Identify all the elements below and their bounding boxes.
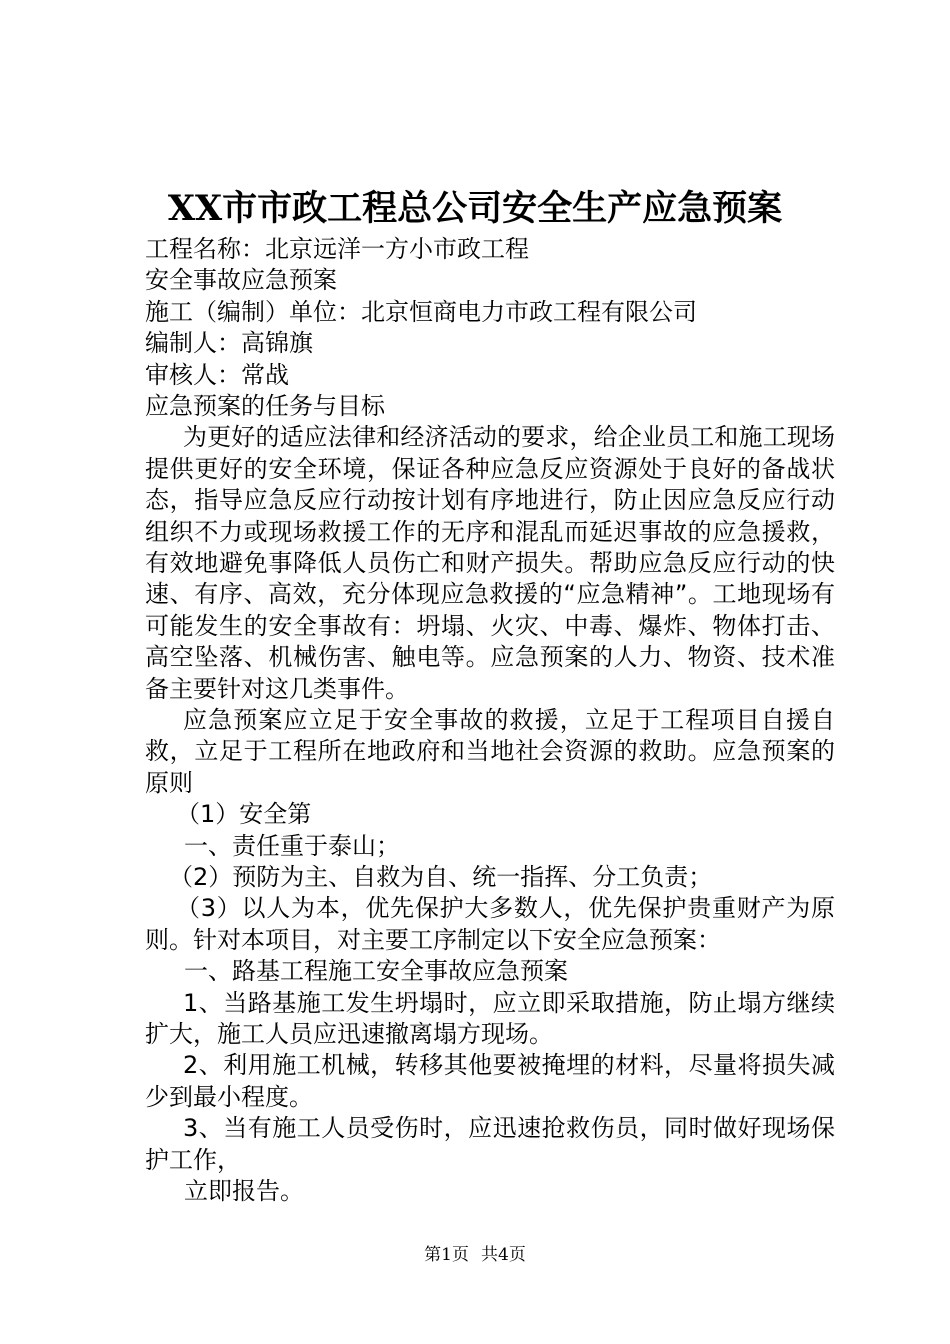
paragraph-tasks-goals: 为更好的适应法律和经济活动的要求，给企业员工和施工现场提供更好的安全环境，保证各种应急反应资源处于良好的备战状态，指导应急反应行动按计划有序地进行，防止因应急反应行动组织不力或现场救援工作的无序和混乱而延迟事故的应急援救，有效地避免事降低人员伤亡和财产损失。帮助应急反应行动的快速、有序、高效，充分体现应急救援的“应急精神”。工地现场有可能发生的安全事故有：坍塌、火灾、中毒、爆炸、物体打击、高空坠落、机械伤害、触电等。应急预案的人力、物资、技术准备主要针对这几类事件。 [145, 423, 835, 703]
roadbed-step-3-continued: 立即报告。 [184, 1177, 304, 1206]
roadbed-step-1: 1、当路基施工发生坍塌时，应立即采取措施，防止塌方继续扩大，施工人员应迅速撤离塌方现场。 [145, 988, 835, 1048]
principle-item-3: （3）以人为本，优先保护大多数人，优先保护贵重财产为原则。针对本项目，对主要工序制定以下安全应急预案： [145, 894, 835, 954]
unit-line: 施工（编制）单位：北京恒商电力市政工程有限公司 [145, 297, 697, 326]
author-line: 编制人：高锦旗 [145, 329, 313, 358]
principle-item-1: （1）安全第 [176, 800, 312, 829]
project-name-line: 工程名称：北京远洋一方小市政工程 [145, 235, 529, 263]
principle-item-2: （2）预防为主、自救为自、统一指挥、分工负责； [169, 863, 713, 891]
page-total: 共4页 [481, 1245, 526, 1265]
principle-item-1-continued: 一、责任重于泰山； [184, 831, 400, 860]
roadbed-step-2: 2、利用施工机械，转移其他要被掩埋的材料，尽量将损失减少到最小程度。 [145, 1051, 835, 1111]
subtitle-line: 安全事故应急预案 [145, 266, 337, 295]
roadbed-step-3: 3、当有施工人员受伤时，应迅速抢救伤员，同时做好现场保护工作， [145, 1114, 835, 1174]
paragraph-principles-intro: 应急预案应立足于安全事故的救援，立足于工程项目自援自救，立足于工程所在地政府和当地社会资源的救助。应急预案的原则 [145, 706, 835, 797]
document-body [145, 234, 835, 1207]
section-roadbed-heading: 一、路基工程施工安全事故应急预案 [184, 957, 568, 986]
page-footer [0, 1244, 950, 1266]
page-number: 第1页 [424, 1245, 469, 1265]
document-title: XX市市政工程总公司安全生产应急预案 [167, 188, 783, 229]
reviewer-line: 审核人：常战 [145, 360, 289, 389]
section-heading: 应急预案的任务与目标 [145, 391, 385, 420]
